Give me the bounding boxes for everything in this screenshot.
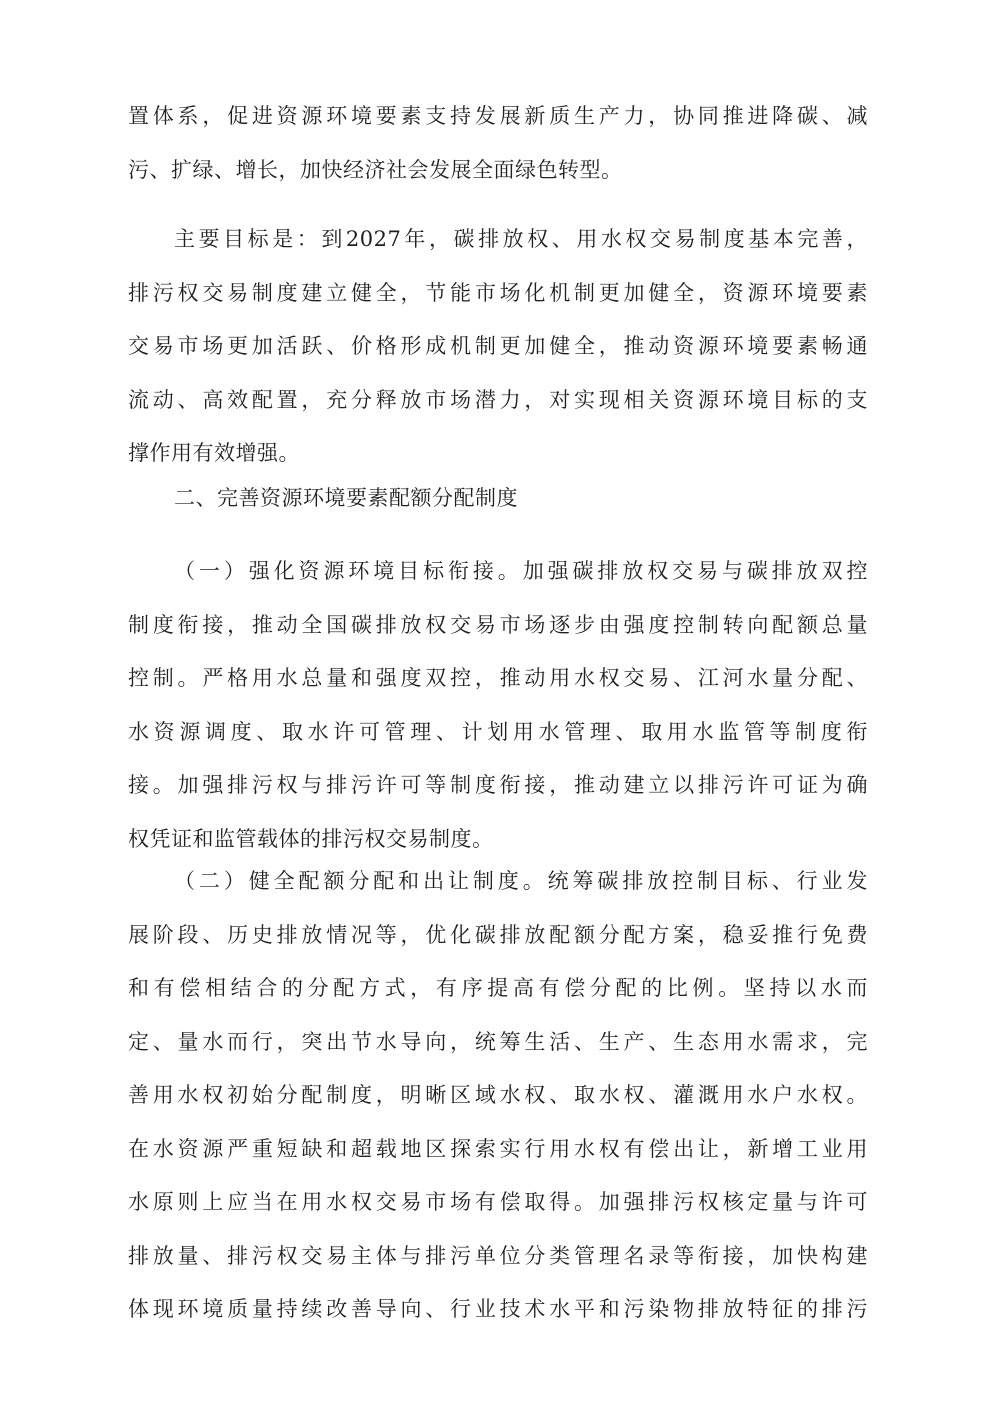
section-heading	[128, 472, 868, 526]
text-line: 和有偿相结合的分配方式，有序提高有偿分配的比例。坚持以水而	[128, 976, 868, 1000]
paragraph-main-goal	[128, 213, 868, 481]
text-line: 水原则上应当在用水权交易市场有偿取得。加强排污权核定量与许可	[128, 1190, 868, 1214]
text-line: 排污权交易制度建立健全，节能市场化机制更加健全，资源环境要素	[128, 280, 868, 305]
text-line: 流动、高效配置，充分释放市场潜力，对实现相关资源环境目标的支	[128, 387, 868, 412]
text-line: 在水资源严重短缺和超载地区探索实行用水权有偿出让，新增工业用	[128, 1136, 868, 1161]
text-line: 撑作用有效增强。	[128, 441, 300, 465]
text-line: 二、完善资源环境要素配额分配制度	[174, 486, 518, 510]
text-line: 体现环境质量持续改善导向、行业技术水平和污染物排放特征的排污	[128, 1297, 868, 1321]
text-line: （一）强化资源环境目标衔接。加强碳排放权交易与碳排放双控	[174, 559, 868, 583]
text-line: 展阶段、历史排放情况等，优化碳排放配额分配方案，稳妥推行免费	[128, 922, 868, 947]
paragraph-intro-continued	[128, 90, 868, 197]
paragraph-item-1	[128, 545, 868, 866]
text-line: 善用水权初始分配制度，明晰区域水权、取水权、灌溉用水户水权。	[128, 1083, 868, 1107]
text-line: 水资源调度、取水许可管理、计划用水管理、取用水监管等制度衔	[128, 719, 868, 744]
text-line: 制度衔接，推动全国碳排放权交易市场逐步由强度控制转向配额总量	[128, 612, 868, 637]
text-line: 控制。严格用水总量和强度双控，推动用水权交易、江河水量分配、	[128, 666, 868, 690]
text-line: 交易市场更加活跃、价格形成机制更加健全，推动资源环境要素畅通	[128, 334, 868, 358]
paragraph-item-2	[128, 855, 868, 1337]
text-line: （二）健全配额分配和出让制度。统筹碳排放控制目标、行业发	[174, 869, 868, 893]
text-line: 定、量水而行，突出节水导向，统筹生活、生产、生态用水需求，完	[128, 1029, 868, 1054]
text-line: 接。加强排污权与排污许可等制度衔接，推动建立以排污许可证为确	[128, 773, 868, 797]
text-line: 权凭证和监管载体的排污权交易制度。	[128, 826, 494, 851]
text-line: 置体系，促进资源环境要素支持发展新质生产力，协同推进降碳、减	[128, 104, 868, 128]
text-line: 排放量、排污权交易主体与排污单位分类管理名录等衔接，加快构建	[128, 1243, 868, 1268]
text-line: 污、扩绿、增长，加快经济社会发展全面绿色转型。	[128, 157, 623, 182]
text-line: 主要目标是：到2027年，碳排放权、用水权交易制度基本完善，	[174, 227, 868, 251]
